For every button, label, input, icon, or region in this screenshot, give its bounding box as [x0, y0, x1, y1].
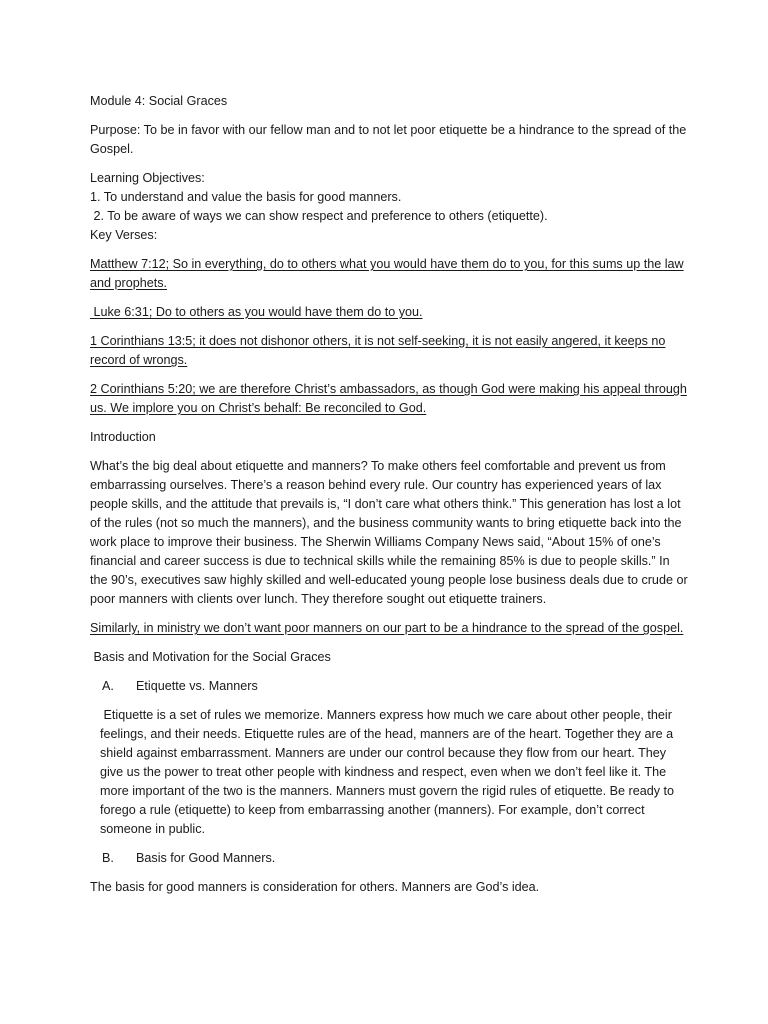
- introduction-closing: Similarly, in ministry we don’t want poor manners on our part to be a hindrance to the spread of the gospel.: [90, 621, 684, 635]
- module-title: Module 4: Social Graces: [90, 94, 228, 108]
- introduction-body: What’s the big deal about etiquette and manners? To make others feel comfortable and prevent us from embarrassing ourselves. There’s a reason behind every rule. Our country has experienced years of lax people skills, and the attitude that prevails is, “I don’t care what others think.” This generation has lost a lot of the rules (not so much the manners), and the business community wants to bring etiquette back into the work place to improve their business. The Sherwin Williams Company News said, “About 15% of one’s financial and career success is due to technical skills while the remaining 85% is due to people skills.” In the 90’s, executives saw highly skilled and well-educated young people lose business deals due to crude or poor manners with clients over lunch. They therefore sought out etiquette trainers.: [90, 459, 688, 606]
- learning-objective-1: 1. To understand and value the basis for good manners.: [90, 190, 402, 204]
- basis-section-heading: Basis and Motivation for the Social Graces: [90, 650, 331, 664]
- subsection-a-title: Etiquette vs. Manners: [136, 679, 258, 693]
- subsection-a: [90, 677, 690, 696]
- subsection-a-letter: A.: [102, 679, 114, 693]
- verse-matthew: Matthew 7:12; So in everything, do to others what you would have them do to you, for this sums up the law and prophets.: [90, 257, 684, 290]
- subsection-b-title: Basis for Good Manners.: [136, 851, 276, 865]
- purpose-paragraph: Purpose: To be in favor with our fellow man and to not let poor etiquette be a hindrance to the spread of the Gospel.: [90, 123, 687, 156]
- key-verses-heading: Key Verses:: [90, 228, 158, 242]
- subsection-a-body: Etiquette is a set of rules we memorize. Manners express how much we care about other people, their feelings, and their needs. Etiquette rules are of the head, manners are of the heart. Together they are a shield against embarrassment. Manners are under our control because they flow from our heart. They give us the power to treat other people with kindness and respect, even when we don’t feel like it. The more important of the two is the manners. Manners must govern the rigid rules of etiquette. Be ready to forego a rule (etiquette) to keep from embarrassing another (manners). For example, don’t correct someone in public.: [100, 708, 678, 836]
- document-page: [90, 92, 690, 897]
- introduction-heading: Introduction: [90, 430, 156, 444]
- basis-closing: The basis for good manners is consideration for others. Manners are God’s idea.: [90, 880, 540, 894]
- subsection-b: [90, 849, 690, 868]
- verse-luke: Luke 6:31; Do to others as you would have them do to you.: [90, 305, 423, 319]
- learning-objectives-heading: Learning Objectives:: [90, 171, 205, 185]
- learning-objective-2: 2. To be aware of ways we can show respect and preference to others (etiquette).: [90, 209, 548, 223]
- verse-2-corinthians: 2 Corinthians 5:20; we are therefore Christ’s ambassadors, as though God were making his appeal through us. We implore you on Christ’s behalf: Be reconciled to God.: [90, 382, 687, 415]
- subsection-b-letter: B.: [102, 851, 114, 865]
- verse-1-corinthians: 1 Corinthians 13:5; it does not dishonor others, it is not self-seeking, it is not easily angered, it keeps no record of wrongs.: [90, 334, 666, 367]
